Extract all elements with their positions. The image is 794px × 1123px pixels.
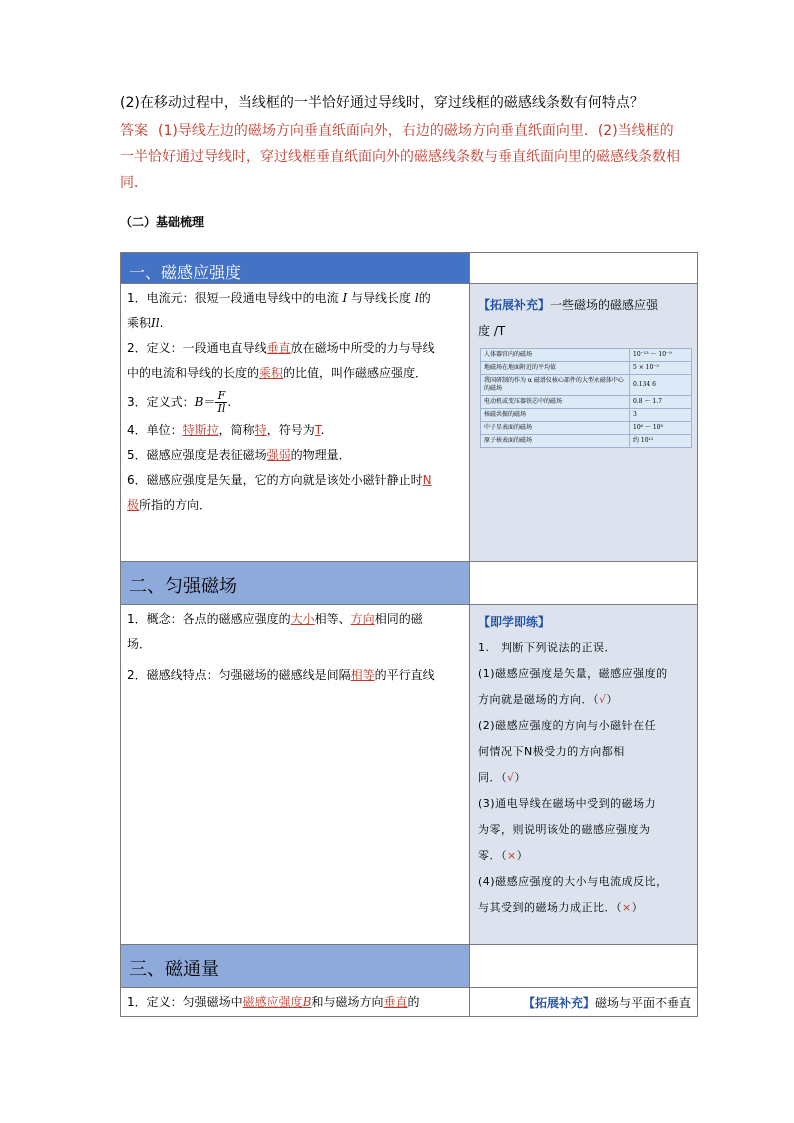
- section-2-header: [121, 562, 470, 605]
- blank-product: 乘积: [259, 366, 284, 380]
- field-strength-label: 我国研制的作为 α 磁谱仪核心部件的大型永磁体中心的磁场: [481, 375, 630, 396]
- practice-intro: 1. 判断下列说法的正误．: [478, 641, 616, 654]
- item-unit: [127, 418, 463, 443]
- item2-text-b: 放在磁场中所受的力与导线: [290, 341, 435, 355]
- blank-magnitude: 大小: [290, 612, 315, 626]
- section-3-items: [121, 988, 469, 1015]
- s3-item1-text: 1．定义：匀强磁场中: [127, 995, 243, 1009]
- item-field-lines: [127, 663, 463, 688]
- blank-T: T: [314, 423, 321, 437]
- s2-item2-text-b: 的平行直线: [374, 668, 435, 682]
- equals-sign: ＝: [203, 395, 216, 409]
- side-tag-3: 【拓展补充】: [522, 996, 595, 1010]
- blank-strength: 强弱: [266, 448, 291, 462]
- side-tag-2: 【即学即练】: [478, 615, 551, 629]
- answer-label: 答案: [120, 123, 148, 139]
- field-strength-value: 5 × 10⁻⁵: [630, 362, 692, 375]
- item6-text: 6．磁感应强度是矢量，它的方向就是该处小磁针静止时: [127, 473, 423, 487]
- practice-q1: [478, 661, 689, 713]
- q3-line-a: (3)通电导线在磁场中受到的磁场力: [478, 797, 657, 810]
- section-2-content: [121, 605, 470, 945]
- symbol-Il: Il: [151, 316, 160, 330]
- section-1-header: [121, 253, 470, 284]
- field-strength-row: [481, 349, 692, 362]
- item1-text-c: 的: [418, 291, 431, 305]
- side-text-3: 磁场与平面不垂直: [594, 996, 691, 1010]
- q1-check-mark: √: [599, 693, 607, 706]
- side-tag-1: 【拓展补充】: [478, 298, 551, 312]
- section-1-body-row: [121, 284, 698, 562]
- blank-tesla: 特斯拉: [182, 423, 219, 437]
- field-strength-row: [481, 422, 692, 435]
- item3-text: 3．定义式：: [127, 395, 195, 409]
- s2-item1-text-c: 相同的磁: [374, 612, 423, 626]
- answer-block: [120, 118, 700, 196]
- knowledge-table: [120, 252, 698, 1017]
- q3-cross-mark: ×: [507, 849, 517, 862]
- fraction-denominator: Il: [217, 402, 226, 415]
- section-3-header-row: [121, 945, 698, 988]
- s2-item1-text-d: 场．: [127, 637, 152, 651]
- field-strength-row: [481, 396, 692, 409]
- item4-text: 4．单位：: [127, 423, 183, 437]
- section-3-header: [121, 945, 470, 988]
- field-strength-value: 0.134 6: [630, 375, 692, 396]
- q1-line-a: (1)磁感应强度是矢量，磁感应强度的: [478, 667, 668, 680]
- s2-item1-text-b: 相等、: [314, 612, 351, 626]
- section-2-body-row: [121, 605, 698, 945]
- section-2-header-right: [470, 562, 698, 605]
- item-current-element: [127, 286, 463, 336]
- blank-direction: 方向: [350, 612, 375, 626]
- section-1-header-row: [121, 253, 698, 284]
- field-strength-value: 3: [630, 409, 692, 422]
- blank-te: 特: [254, 423, 267, 437]
- practice-q4: [478, 869, 689, 921]
- item1-text-e: .: [159, 316, 164, 330]
- section-3-body-row: [121, 988, 698, 1017]
- item5-text-b: 的物理量．: [290, 448, 351, 462]
- q4-end: ）: [631, 901, 644, 914]
- item1-text-b: 与导线长度: [351, 291, 412, 305]
- item-vector: [127, 468, 463, 518]
- section-2-items: [121, 605, 469, 688]
- field-strength-label: 电动机或变压器铁芯中的磁场: [481, 396, 630, 409]
- field-strength-value: 约 10¹²: [630, 435, 692, 448]
- section-2-side: [470, 605, 698, 945]
- q2-check-mark: √: [507, 771, 515, 784]
- item2-text: 2．定义：一段通电直导线: [127, 341, 267, 355]
- q4-line-a: (4)磁感应强度的大小与电流成反比，: [478, 875, 668, 888]
- practice-q3: [478, 791, 689, 869]
- item-strength: [127, 443, 463, 468]
- formula-fraction: [215, 390, 227, 415]
- symbol-I: I: [342, 291, 348, 305]
- item1-text-d: 乘积: [127, 316, 152, 330]
- practice-q2: [478, 713, 689, 791]
- q1-line-b: 方向就是磁场的方向．（: [478, 693, 599, 706]
- fraction-numerator: F: [215, 390, 227, 403]
- section-1-items: [121, 284, 469, 518]
- q2-end: ）: [514, 771, 527, 784]
- s3-item1-text-b: 和与磁场方向: [311, 995, 384, 1009]
- s2-item2-text: 2．磁感线特点：匀强磁场的磁感线是间隔: [127, 668, 351, 682]
- section-1-side: [470, 284, 698, 562]
- q2-line-b: 何情况下N极受力的方向都相: [478, 745, 625, 758]
- q2-line-c: 同．（: [478, 771, 507, 784]
- blank-perpendicular-2: 垂直: [383, 995, 408, 1009]
- item3-end: .: [227, 395, 232, 409]
- field-strength-value: 10⁻¹³ ～ 10⁻⁹: [630, 349, 692, 362]
- practice-questions: [470, 635, 697, 921]
- answer-line-3: 同．: [120, 175, 148, 191]
- item2-text-c: 中的电流和导线的长度的: [127, 366, 260, 380]
- section-title: （二）基础梳理: [120, 215, 205, 229]
- blank-perpendicular: 垂直: [266, 341, 291, 355]
- section-3-side: [470, 988, 698, 1017]
- symbol-B: B: [194, 395, 204, 409]
- side-text-1b: 度 /T: [478, 324, 506, 338]
- s3-item1-text-c: 的: [407, 995, 420, 1009]
- s2-item1-text: 1．概念：各点的磁感应强度的: [127, 612, 291, 626]
- blank-equal: 相等: [350, 668, 375, 682]
- item1-text: 1．电流元：很短一段通电导线中的电流: [127, 291, 339, 305]
- section-3-header-right: [470, 945, 698, 988]
- q4-cross-mark: ×: [622, 901, 632, 914]
- item4-text-c: ，符号为: [266, 423, 315, 437]
- practice-title: [470, 605, 697, 635]
- field-strength-label: 人体器官内的磁场: [481, 349, 630, 362]
- item5-text: 5．磁感应强度是表征磁场: [127, 448, 267, 462]
- field-strength-table: [480, 348, 692, 448]
- field-strength-row: [481, 409, 692, 422]
- symbol-l: l: [414, 291, 419, 305]
- field-strength-row: [481, 435, 692, 448]
- field-strength-label: 中子星表面的磁场: [481, 422, 630, 435]
- field-strength-value: 0.8 ～ 1.7: [630, 396, 692, 409]
- blank-field-strength: 磁感应强度: [242, 995, 303, 1009]
- q4-line-b: 与其受到的磁场力成正比．（: [478, 901, 622, 914]
- field-strength-row: [481, 362, 692, 375]
- section-1-header-right: [470, 253, 698, 284]
- item4-text-d: .: [320, 423, 325, 437]
- item-concept: [127, 607, 463, 657]
- section-3-content: [121, 988, 470, 1017]
- item-formula: [127, 386, 463, 418]
- field-strength-label: 核磁共振的磁场: [481, 409, 630, 422]
- blank-B: B: [302, 995, 312, 1009]
- section-2-title: 二、匀强磁场: [129, 576, 237, 597]
- item2-text-d: 的比值，叫作磁感应强度．: [283, 366, 428, 380]
- q3-end: ）: [516, 849, 529, 862]
- answer-line-1: (1)导线左边的磁场方向垂直纸面向外，右边的磁场方向垂直纸面向里．(2)当线框的: [158, 123, 674, 139]
- side-note-1: [470, 284, 697, 344]
- field-strength-label: 原子核表面的磁场: [481, 435, 630, 448]
- section-3-title: 三、磁通量: [129, 959, 219, 980]
- field-strength-row: [481, 375, 692, 396]
- field-strength-label: 地磁场在地面附近的平均值: [481, 362, 630, 375]
- q3-line-b: 为零，则说明该处的磁感应强度为: [478, 823, 651, 836]
- question-text: (2)在移动过程中，当线框的一半恰好通过导线时，穿过线框的磁感线条数有何特点？: [120, 95, 644, 111]
- item6-text-b: 所指的方向．: [139, 498, 212, 512]
- q1-end: ）: [606, 693, 619, 706]
- section-2-header-row: [121, 562, 698, 605]
- item-definition: [127, 336, 463, 386]
- answer-line-2: 一半恰好通过导线时，穿过线框垂直纸面向外的磁感线条数与垂直纸面向里的磁感线条数相: [120, 149, 680, 165]
- side-note-3: [470, 988, 697, 1016]
- section-1-title: 一、磁感应强度: [129, 263, 242, 282]
- blank-N: N: [422, 473, 432, 487]
- field-strength-value: 10⁶ ～ 10⁸: [630, 422, 692, 435]
- q2-line-a: (2)磁感应强度的方向与小磁针在任: [478, 719, 657, 732]
- section-1-content: [121, 284, 470, 562]
- blank-pole: 极: [127, 498, 140, 512]
- item4-text-b: ，简称: [218, 423, 255, 437]
- q3-line-c: 零．（: [478, 849, 507, 862]
- side-text-1: 一些磁场的磁感应强: [550, 298, 659, 312]
